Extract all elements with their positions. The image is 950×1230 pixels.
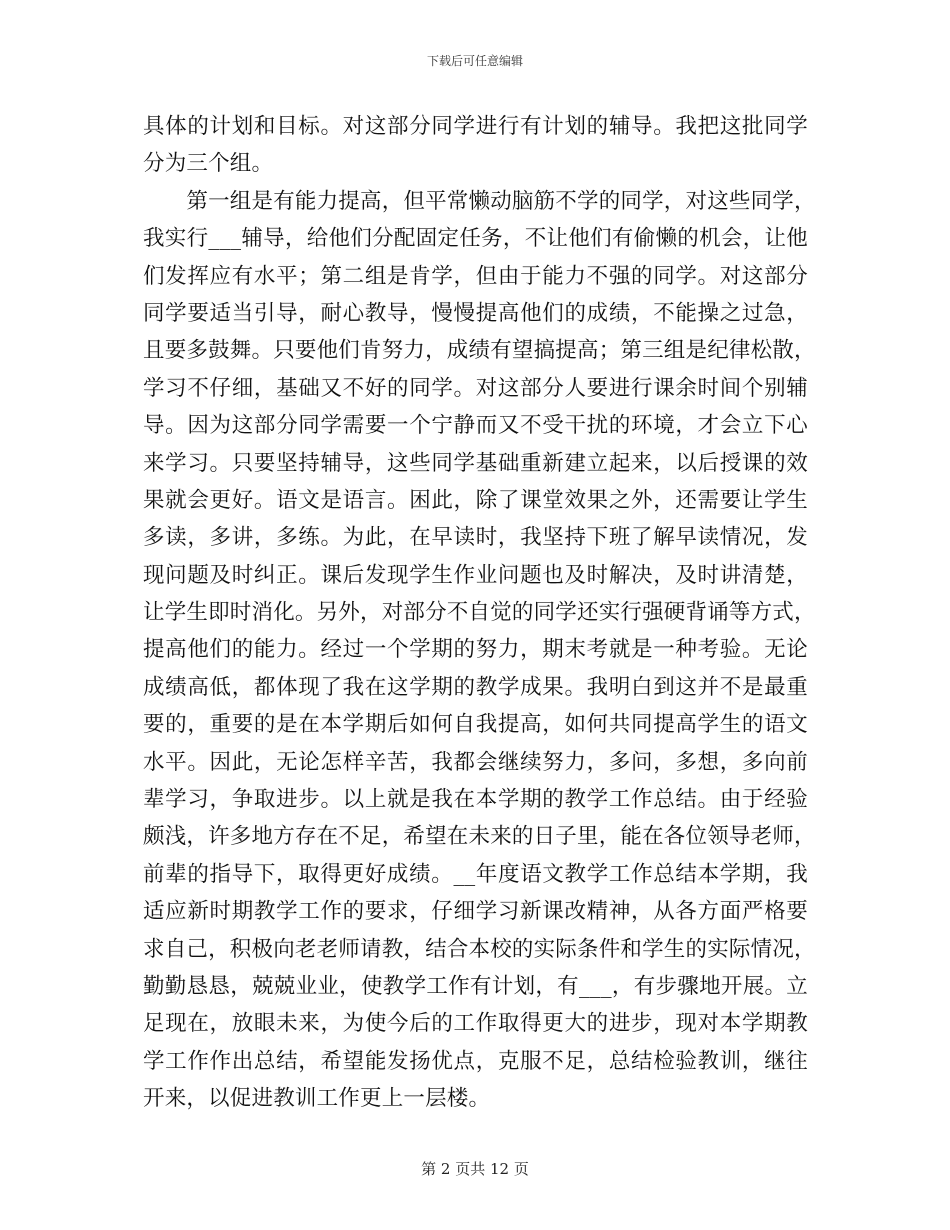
text-line: 适应新时期教学工作的要求，仔细学习新课改精神，从各方面严格要 bbox=[143, 899, 808, 925]
text-line: 辈学习，争取进步。以上就是我在本学期的教学工作总结。由于经验 bbox=[143, 787, 808, 813]
document-body bbox=[143, 108, 816, 1118]
text-line: 且要多鼓舞。只要他们肯努力，成绩有望搞提高；第三组是纪律松散， bbox=[143, 338, 816, 364]
text-line: 足现在，放眼未来，为使今后的工作取得更大的进步，现对本学期教 bbox=[143, 1011, 808, 1037]
text-line: 水平。因此，无论怎样辛苦，我都会继续努力，多问，多想，多向前 bbox=[143, 749, 808, 775]
text-line: 多读，多讲，多练。为此，在早读时，我坚持下班了解早读情况，发 bbox=[143, 525, 808, 551]
text-line: 学工作作出总结，希望能发扬优点，克服不足，总结检验教训，继往 bbox=[143, 1048, 808, 1074]
text-line: 分为三个组。 bbox=[143, 151, 274, 177]
text-line: 第一组是有能力提高，但平常懒动脑筋不学的同学，对这些同学， bbox=[143, 188, 816, 214]
text-line: 学习不仔细，基础又不好的同学。对这部分人要进行课余时间个别辅 bbox=[143, 375, 808, 401]
text-line: 同学要适当引导，耐心教导，慢慢提高他们的成绩，不能操之过急， bbox=[143, 300, 808, 326]
page-number: 第 2 页共 12 页 bbox=[421, 1160, 529, 1178]
text-line: 前辈的指导下，取得更好成绩。__年度语文教学工作总结本学期，我 bbox=[143, 861, 808, 887]
page-header: 下载后可任意编辑 bbox=[426, 54, 523, 68]
text-line: 具体的计划和目标。对这部分同学进行有计划的辅导。我把这批同学 bbox=[143, 114, 808, 139]
text-line: 果就会更好。语文是语言。困此，除了课堂效果之外，还需要让学生 bbox=[143, 487, 808, 513]
text-line: 导。因为这部分同学需要一个宁静而又不受干扰的环境，才会立下心 bbox=[143, 413, 808, 439]
text-line: 让学生即时消化。另外，对部分不自觉的同学还实行强硬背诵等方式， bbox=[143, 600, 816, 626]
text-line: 颇浅，许多地方存在不足，希望在未来的日子里，能在各位领导老师， bbox=[143, 824, 816, 850]
text-line: 成绩高低，都体现了我在这学期的教学成果。我明白到这并不是最重 bbox=[143, 674, 808, 700]
text-line: 来学习。只要坚持辅导，这些同学基础重新建立起来，以后授课的效 bbox=[143, 450, 808, 476]
text-line: 勤勤恳恳，兢兢业业，使教学工作有计划，有___，有步骤地开展。立 bbox=[143, 973, 808, 999]
text-line: 们发挥应有水平；第二组是肯学，但由于能力不强的同学。对这部分 bbox=[143, 263, 808, 289]
text-line: 现问题及时纠正。课后发现学生作业问题也及时解决，及时讲清楚， bbox=[143, 562, 808, 588]
text-line: 要的，重要的是在本学期后如何自我提高，如何共同提高学生的语文 bbox=[143, 712, 808, 738]
text-line: 提高他们的能力。经过一个学期的努力，期末考就是一种考验。无论 bbox=[143, 637, 808, 663]
text-line: 我实行___辅导，给他们分配固定任务，不让他们有偷懒的机会，让他 bbox=[143, 226, 808, 252]
text-line: 开来，以促进教训工作更上一层楼。 bbox=[143, 1086, 491, 1112]
text-line: 求自己，积极向老老师请教，结合本校的实际条件和学生的实际情况， bbox=[143, 936, 816, 962]
